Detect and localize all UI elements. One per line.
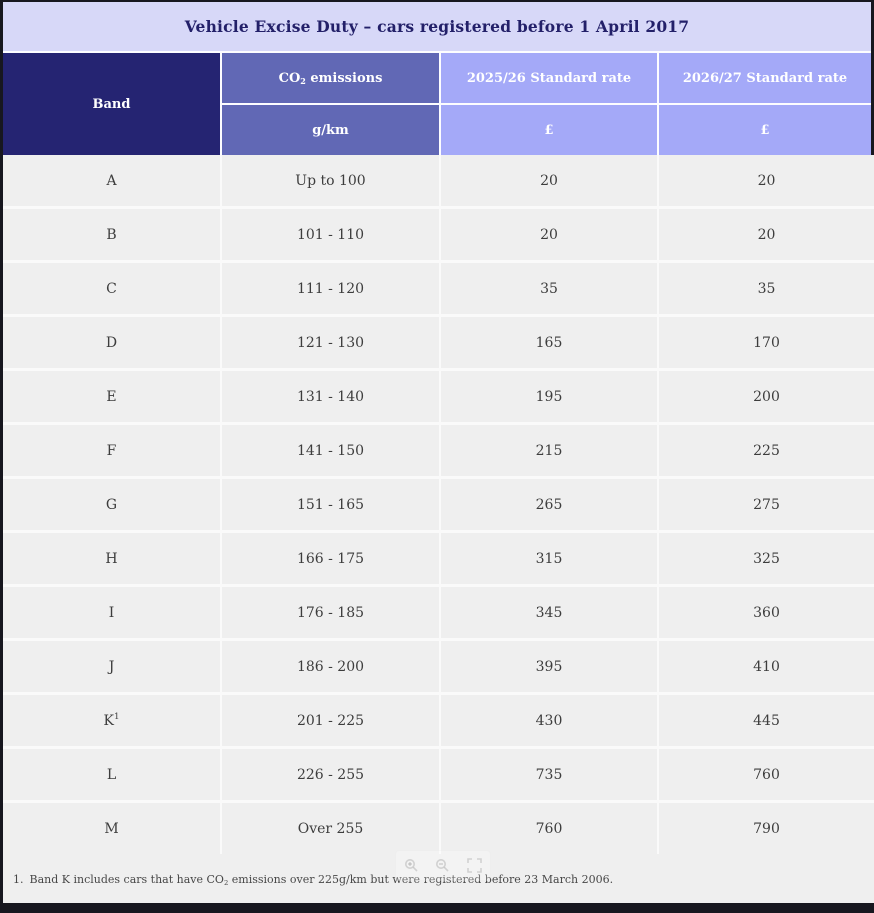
- column-subheader-currency-2025: [441, 105, 657, 155]
- cell-text: 215: [535, 442, 563, 459]
- column-subheader-gkm: [222, 105, 439, 155]
- currency-symbol: £: [544, 122, 554, 138]
- cell-text: 20: [757, 226, 776, 243]
- column-header-co2-label: $CO_2$ emissions: [278, 70, 383, 87]
- table-cell-rate1: [441, 803, 657, 854]
- table-body: [3, 155, 874, 854]
- cell-text: 35: [540, 280, 558, 297]
- table-cell-band: [3, 425, 220, 476]
- table-cell-band: [3, 803, 220, 854]
- page-title: Vehicle Excise Duty – cars registered before 1 April 2017: [184, 17, 690, 36]
- table-cell-rate2: [659, 749, 874, 800]
- cell-text: 275: [753, 496, 780, 513]
- table-cell-rate2: [659, 263, 874, 314]
- cell-text: 200: [753, 388, 780, 405]
- table-cell-rate2: [659, 641, 874, 692]
- table-cell-emissions: [222, 209, 439, 260]
- table-title-bar: [3, 2, 871, 53]
- column-header-rate-2025-label: 2025/26 Standard rate: [466, 70, 632, 86]
- table-cell-emissions: [222, 479, 439, 530]
- table-cell-band: [3, 479, 220, 530]
- image-viewer-toolbar: [395, 850, 491, 881]
- cell-text: 111 - 120: [296, 280, 365, 297]
- table-cell-emissions: [222, 803, 439, 854]
- cell-text: 131 - 140: [296, 388, 365, 405]
- table-cell-emissions: [222, 587, 439, 638]
- footnote-number: 1.: [13, 872, 24, 886]
- cell-text: G: [105, 496, 118, 513]
- table-cell-rate1: [441, 641, 657, 692]
- cell-text: K: [103, 712, 114, 729]
- table-header-section: [3, 2, 874, 155]
- table-cell-emissions: [222, 263, 439, 314]
- table-cell-emissions: [222, 695, 439, 746]
- cell-text: 345: [535, 604, 563, 621]
- table-cell-emissions: [222, 425, 439, 476]
- cell-text: 430: [535, 712, 563, 729]
- column-header-rate-2026-27: [659, 53, 871, 103]
- column-subheader-currency-2026: [659, 105, 871, 155]
- table-cell-rate1: [441, 371, 657, 422]
- cell-text: A: [106, 172, 117, 189]
- zoom-out-icon[interactable]: [434, 857, 452, 875]
- table-cell-rate2: [659, 479, 874, 530]
- cell-text: 186 - 200: [296, 658, 365, 675]
- cell-text: I: [108, 604, 115, 621]
- cell-text: 360: [753, 604, 780, 621]
- table-cell-rate1: [441, 749, 657, 800]
- cell-text: 265: [535, 496, 563, 513]
- table-cell-rate1: [441, 587, 657, 638]
- cell-text: 445: [753, 712, 780, 729]
- cell-text: C: [106, 280, 117, 297]
- column-header-band: [3, 53, 220, 155]
- cell-text: 201 - 225: [296, 712, 365, 729]
- cell-text: 101 - 110: [296, 226, 365, 243]
- table-cell-rate1: [441, 263, 657, 314]
- cell-text: L: [106, 766, 117, 783]
- cell-text: 35: [757, 280, 776, 297]
- table-cell-rate2: [659, 695, 874, 746]
- cell-text: 170: [753, 334, 780, 351]
- column-header-rate-2026-label: 2026/27 Standard rate: [682, 70, 848, 86]
- cell-text: 315: [535, 550, 563, 567]
- table-cell-rate1: [441, 155, 657, 206]
- cell-text: 166 - 175: [296, 550, 365, 567]
- cell-text: 141 - 150: [296, 442, 365, 459]
- cell-text: 20: [540, 172, 558, 189]
- column-header-co2-emissions: [222, 53, 439, 103]
- table-cell-emissions: [222, 155, 439, 206]
- cell-text: Up to 100: [295, 172, 366, 189]
- table-cell-band: [3, 371, 220, 422]
- table-cell-rate2: [659, 317, 874, 368]
- table-cell-band: [3, 263, 220, 314]
- column-header-band-label: Band: [92, 96, 131, 112]
- cell-text: M: [104, 820, 119, 837]
- cell-text: 735: [535, 766, 563, 783]
- table-cell-band: [3, 317, 220, 368]
- table-cell-rate1: [441, 479, 657, 530]
- cell-text: 760: [753, 766, 780, 783]
- table-cell-rate1: [441, 695, 657, 746]
- band-footnote-ref: 1: [113, 711, 120, 722]
- column-header-rate-2025-26: [441, 53, 657, 103]
- co2-subscript: 2: [223, 878, 229, 887]
- cell-text: Over 255: [297, 820, 364, 837]
- footnote-text: Band K includes cars that have $CO_2$ emissions over 225g/km but were registered before 23 March 2006.: [29, 872, 614, 887]
- table-cell-emissions: [222, 371, 439, 422]
- ved-table-sheet: [3, 2, 874, 903]
- cell-text: 790: [753, 820, 780, 837]
- currency-symbol: £: [760, 122, 770, 138]
- table-cell-rate2: [659, 425, 874, 476]
- cell-text: 151 - 165: [296, 496, 365, 513]
- table-cell-band: [3, 533, 220, 584]
- cell-text: 121 - 130: [296, 334, 365, 351]
- gkm-unit-label: g/km: [312, 122, 349, 138]
- table-cell-band: [3, 695, 220, 746]
- fullscreen-icon[interactable]: [465, 857, 483, 875]
- cell-text: 325: [753, 550, 780, 567]
- table-cell-rate2: [659, 155, 874, 206]
- table-header: [3, 53, 871, 155]
- table-cell-band: [3, 641, 220, 692]
- cell-text: 195: [535, 388, 563, 405]
- table-cell-rate2: [659, 371, 874, 422]
- table-cell-emissions: [222, 641, 439, 692]
- cell-text: 225: [753, 442, 780, 459]
- cell-text: 395: [535, 658, 563, 675]
- table-cell-band: [3, 749, 220, 800]
- cell-text: 20: [540, 226, 558, 243]
- cell-text: 165: [535, 334, 563, 351]
- table-cell-rate1: [441, 209, 657, 260]
- cell-text: J: [108, 658, 115, 675]
- cell-text: B: [106, 226, 117, 243]
- table-cell-emissions: [222, 749, 439, 800]
- cell-text: E: [106, 388, 117, 405]
- cell-text: 20: [757, 172, 776, 189]
- table-cell-emissions: [222, 317, 439, 368]
- co2-subscript: 2: [300, 76, 306, 87]
- cell-text: F: [106, 442, 117, 459]
- table-cell-rate2: [659, 209, 874, 260]
- table-cell-band: [3, 155, 220, 206]
- table-cell-rate2: [659, 533, 874, 584]
- cell-text: 176 - 185: [296, 604, 365, 621]
- zoom-in-icon[interactable]: [403, 857, 421, 875]
- cell-text: 760: [535, 820, 563, 837]
- cell-text: 226 - 255: [296, 766, 365, 783]
- table-cell-rate2: [659, 587, 874, 638]
- table-cell-rate2: [659, 803, 874, 854]
- table-cell-band: [3, 587, 220, 638]
- table-cell-emissions: [222, 533, 439, 584]
- cell-text: D: [105, 334, 118, 351]
- table-cell-rate1: [441, 533, 657, 584]
- table-cell-band: [3, 209, 220, 260]
- table-cell-rate1: [441, 425, 657, 476]
- cell-text: H: [105, 550, 118, 567]
- table-cell-rate1: [441, 317, 657, 368]
- cell-text: 410: [753, 658, 780, 675]
